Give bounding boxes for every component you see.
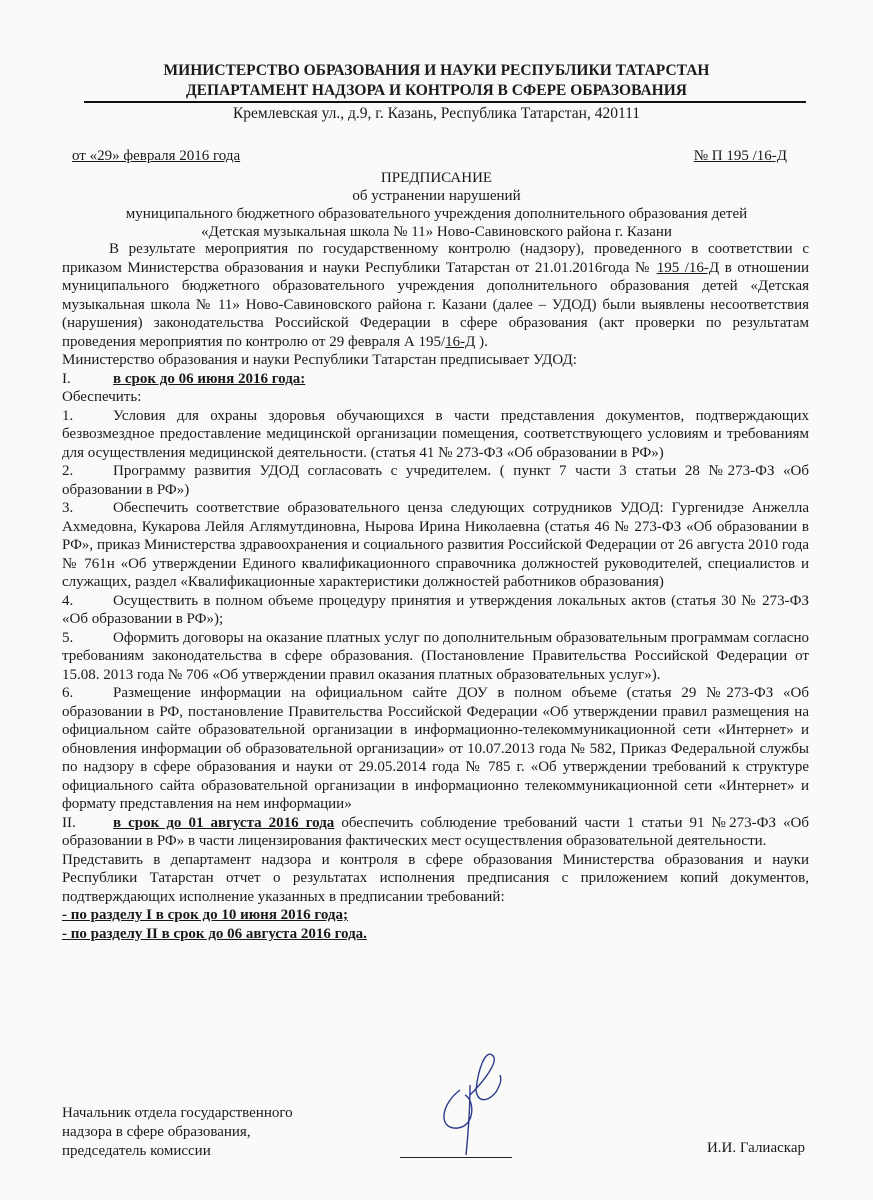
signatory-name: И.И. Галиаскар bbox=[706, 1140, 805, 1156]
list-item: 3. Обеспечить соответствие образовательного ценза следующих сотрудников УДОД: Гургенидзе Анжелла Ахмедовна, Кукарова Лейля Аглямутдиновна, Нырова Ирина Николаевна (статья 46 № 273-ФЗ «Об образовании в РФ», приказ Министерства здравоохранения и социального развития Российской Федерации от 26 августа 2010 года № 761н «Об утверждении Единого квалификационного справочника должностей руководителей, специалистов и служащих, раздел «Квалификационные характеристики должностей работников образования) bbox=[62, 500, 809, 590]
institution-line-2: «Детская музыкальная школа № 11» Ново-Савиновского района г. Казани bbox=[201, 224, 672, 240]
document-date: от «29» февраля 2016 года bbox=[72, 148, 241, 164]
document-title: ПРЕДПИСАНИЕ bbox=[380, 170, 493, 186]
document-subtitle: об устранении нарушений bbox=[352, 188, 521, 204]
list-item: 2. Программу развития УДОД согласовать с учредителем. ( пункт 7 части 3 статьи 28 №273-ФЗ «Об образовании в РФ») bbox=[62, 463, 809, 498]
ensure-label: Обеспечить: bbox=[62, 389, 142, 405]
document-body bbox=[62, 240, 809, 943]
report-paragraph: Представить в департамент надзора и контроля в сфере образования Министерства образования и науки Республики Татарстан отчет о результатах исполнения предписания с приложением копий документов, подтверждающих исполнение указанных в предписании требований: bbox=[62, 851, 809, 905]
section-1-heading: I. в срок до 06 июня 2016 года: bbox=[62, 370, 306, 387]
address: Кремлевская ул., д.9, г. Казань, Республика Татарстан, 420111 bbox=[232, 105, 641, 122]
signature-line bbox=[400, 1157, 512, 1158]
report-deadline-1: - по разделу I в срок до 10 июня 2016 года; bbox=[62, 907, 349, 923]
handwritten-signature bbox=[430, 1050, 520, 1160]
prescribes-line: Министерство образования и науки Республики Татарстан предписывает УДОД: bbox=[62, 352, 577, 368]
intro-paragraph: В результате мероприятия по государственному контролю (надзору), проведенного в соответствии с приказом Министерства образования и науки Республики Татарстан от 21.01.2016года № 195 /16-Д в отношении муниципального бюджетного образовательного учреждения дополнительного образования детей «Детская музыкальная школа № 11» Ново-Савиновского района г. Казани (далее – УДОД) были выявлены несоответствия (нарушения) законодательства Российской Федерации в сфере образования (акт проверки по результатам проведения мероприятия по контролю от 29 февраля А 195/16-Д ). bbox=[62, 241, 810, 350]
list-item: 5. Оформить договоры на оказание платных услуг по дополнительным образовательным программам согласно требованиям законодательства в сфере образования. (Постановление Правительства Российской Федерации от 15.08. 2013 года № 706 «Об утверждении правил оказания платных образовательных услуг»). bbox=[62, 629, 809, 683]
header-rule bbox=[84, 101, 806, 103]
department-heading: ДЕПАРТАМЕНТ НАДЗОРА И КОНТРОЛЯ В СФЕРЕ ОБРАЗОВАНИЯ bbox=[186, 82, 687, 99]
report-deadline-2: - по разделу II в срок до 06 августа 2016 года. bbox=[62, 925, 367, 942]
document-number: № П 195 /16-Д bbox=[693, 148, 787, 164]
list-item: 6. Размещение информации на официальном сайте ДОУ в полном объеме (статья 29 №273-ФЗ «Об образовании в РФ, постановление Правительства Российской Федерации «Об утверждении правил размещения на официальном сайте образовательной организации в информационно-телекоммуникационной сети «Интернет» и обновления информации об образовательной организации» от 10.07.2013 года № 582, Приказ Федеральной службы по надзору в сфере образования и науки от 29.05.2014 года № 785 г. «Об утверждении требований к структуре официального сайта образовательной организации в информационно телекоммуникационной сети «Интернет» и формату представления на нем информации» bbox=[62, 685, 809, 812]
list-item: 4. Осуществить в полном объеме процедуру принятия и утверждения локальных актов (статья 30 № 273-ФЗ «Об образовании в РФ»); bbox=[62, 592, 809, 627]
institution-line-1: муниципального бюджетного образовательного учреждения дополнительного образования детей bbox=[125, 206, 748, 222]
section-2: II. в срок до 01 августа 2016 года обеспечить соблюдение требований части 1 статьи 91 №273-ФЗ «Об образовании в РФ» в части лицензирования фактических мест осуществления образовательной деятельности. bbox=[62, 814, 810, 849]
list-item: 1. Условия для охраны здоровья обучающихся в части представления документов, подтверждающих безвозмездное предоставление медицинской организации помещения, соответствующего условиям и требованиям для осуществления медицинской деятельности. (статья 41 № 273-ФЗ «Об образовании в РФ») bbox=[62, 407, 809, 461]
signatory-title: Начальник отдела государственного надзора в сфере образования, председатель комиссии bbox=[62, 1105, 293, 1159]
ministry-heading: МИНИСТЕРСТВО ОБРАЗОВАНИЯ И НАУКИ РЕСПУБЛИКИ ТАТАРСТАН bbox=[163, 62, 710, 79]
